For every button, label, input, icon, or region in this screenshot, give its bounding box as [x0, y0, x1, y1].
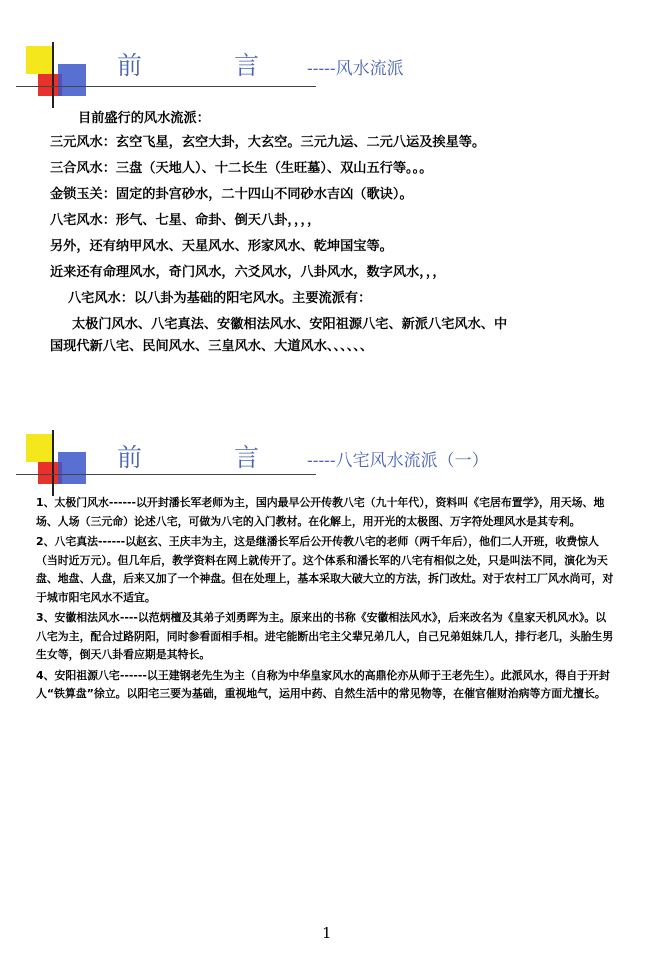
slide1-line: 三元风水：玄空飞星，玄空大卦，大玄空。三元九运、二元八运及挨星等。 — [50, 135, 486, 150]
blue-square — [58, 452, 86, 484]
slide2-paragraph: 1、太极门风水------以开封潘长军老师为主，国内最早公开传教八宅（九十年代），资料叫《宅居布置学》，用天场、地场、人场（三元命）论述八宅，可做为八宅的入门教材。在化解上，用开光的太极图、万字符处理风水是其专利。 — [36, 496, 605, 528]
slide1-title-sub: -----风水流派 — [306, 59, 404, 79]
slide1-line: 八宅风水：形气、七星、命卦、倒天八卦，，，， — [50, 213, 321, 228]
slide1-line: 八宅风水：以八卦为基础的阳宅风水。主要流派有： — [68, 291, 372, 306]
page-number: 1 — [322, 924, 332, 942]
blue-square — [58, 64, 86, 96]
slide2-title-sub: -----八宅风水流派（一） — [306, 451, 489, 471]
slide1-line: 另外，还有纳甲风水、天星风水、形家风水、乾坤国宝等。 — [50, 239, 393, 254]
slide1-title — [117, 46, 404, 82]
slide1-body — [50, 107, 610, 357]
yellow-square — [26, 434, 54, 462]
slide2-paragraph: 2、八宅真法------以赵玄、王庆丰为主，这是继潘长军后公开传教八宅的老师（两千年后），他们二人开班，收费惊人（当时近万元）。但几年后，教学资料在网上就传开了。这个体系和潘长军的八宅有相似之处，只是叫法不同，演化为天盘、地盘、人盘，后来又加了一个神盘。但在处理上，基本采取大破大立的方法，拆门改灶。对于农村工厂风水尚可，对于城市阳宅风水不适宜。 — [36, 535, 614, 604]
slide1-line: 三合风水：三盘（天地人）、十二长生（生旺墓）、双山五行等。。。 — [50, 161, 433, 176]
slide1-line: 太极门风水、八宅真法、安徽相法风水、安阳祖源八宅、新派八宅风水、中 — [72, 317, 508, 332]
horizontal-rule — [16, 474, 316, 475]
slide2-title — [117, 438, 489, 474]
header-ornament — [16, 46, 96, 116]
slide1-line: 目前盛行的风水流派： — [78, 111, 210, 126]
yellow-square — [26, 46, 54, 74]
slide1-line: 近来还有命理风水，奇门风水，六爻风水，八卦风水，数字风水，，， — [50, 265, 446, 280]
slide2-body — [36, 494, 616, 706]
vertical-rule — [52, 430, 54, 496]
horizontal-rule — [16, 86, 316, 87]
vertical-rule — [52, 42, 54, 108]
slide2-paragraph: 3、安徽相法风水----以范炳檀及其弟子刘勇晖为主。原来出的书称《安徽相法风水》，后来改名为《皇家天机风水》。以八宅为主，配合过路阴阳，同时参看面相手相。进宅能断出宅主父辈兄弟几人，自己兄弟姐妹几人，排行老几，头胎生男生女等，倒天八卦看应期是其特长。 — [36, 611, 614, 661]
slide2-paragraph: 4、安阳祖源八宅------以王建钢老先生为主（自称为中华皇家风水的高鼎伦亦从师于王老先生）。此派风水，得自于开封人“铁算盘”徐立。以阳宅三要为基础，重视地气，运用中药、自然生活中的常见物等，在催官催财治病等方面尤擅长。 — [36, 668, 610, 700]
slide2-title-main: 前 言 — [117, 443, 301, 472]
slide1-title-main: 前 言 — [117, 51, 301, 80]
slide1-line: 金锁玉关：固定的卦宫砂水，二十四山不同砂水吉凶（歌诀）。 — [50, 187, 413, 202]
slide1-line: 国现代新八宅、民间风水、三皇风水、大道风水、、、、、、 — [50, 339, 374, 354]
